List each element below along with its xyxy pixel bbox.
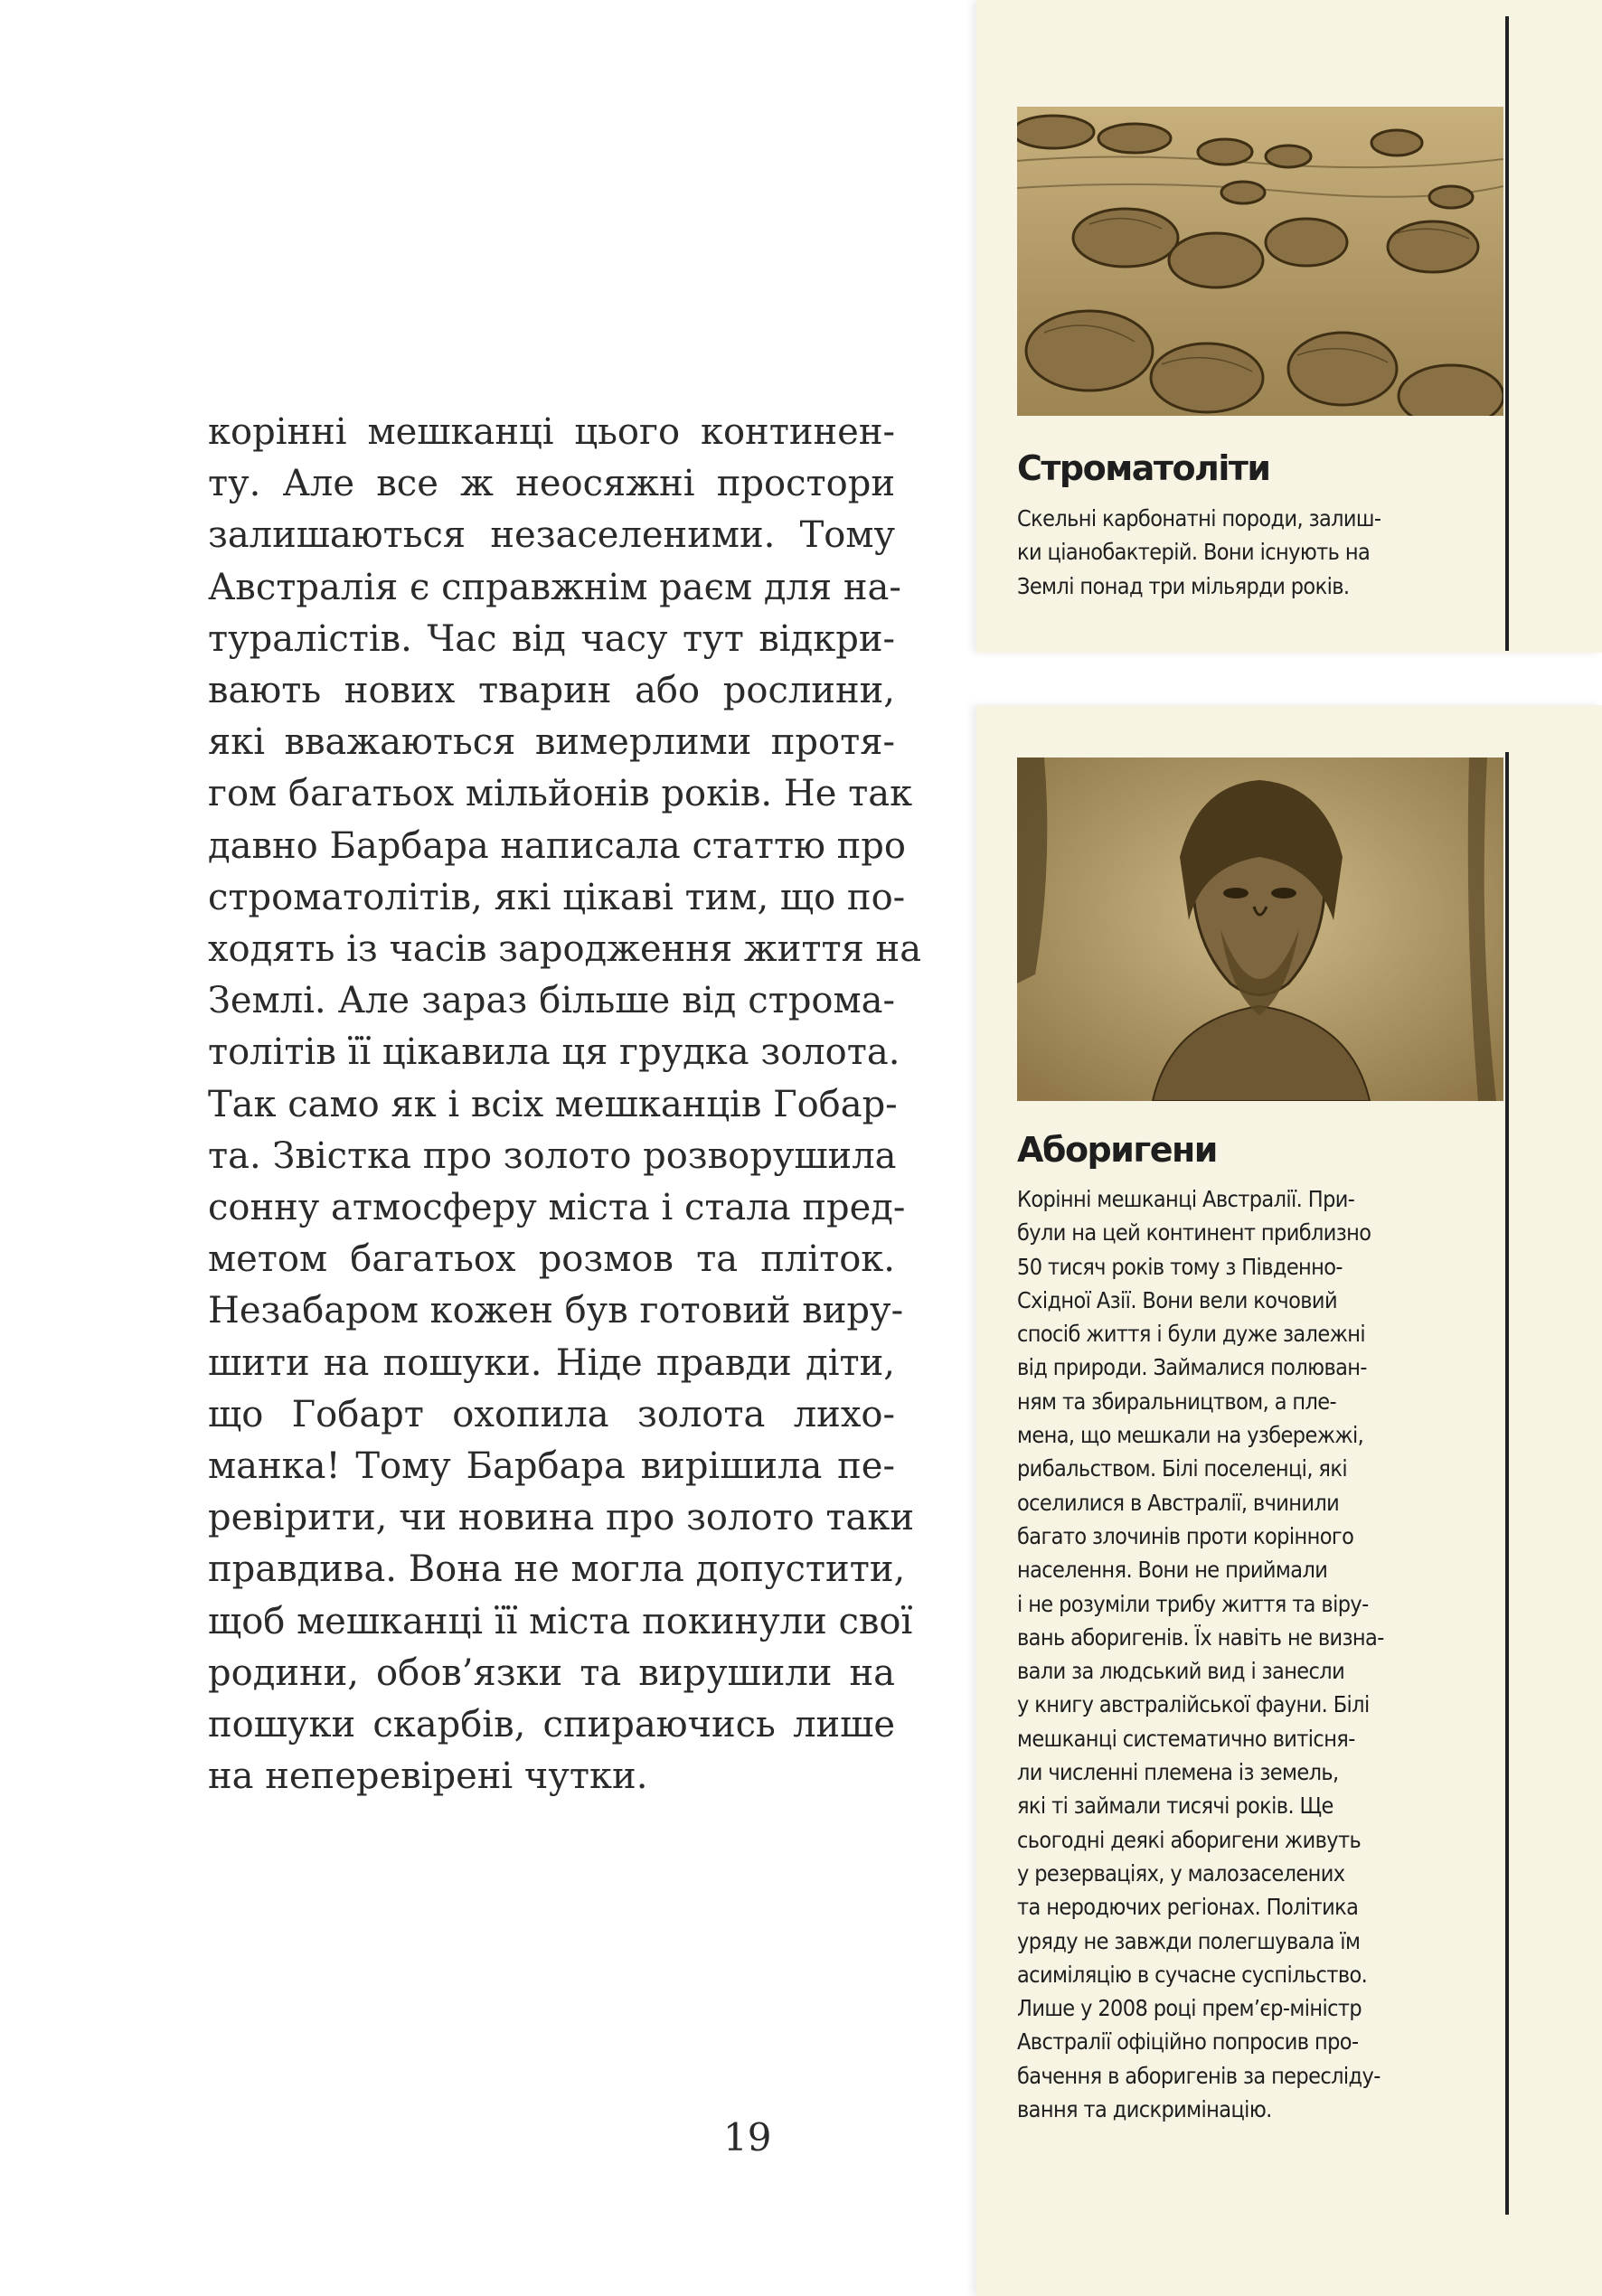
card-text-line: Скельні карбонатні породи, залиш- (1017, 505, 1381, 532)
card-text-line: мена, що мешкали на узбережжі, (1017, 1422, 1364, 1449)
main-text-line: ходять із часів зародження життя на (208, 928, 922, 971)
card-text-line: уряду не завжди полегшувала їм (1017, 1927, 1361, 1954)
stromatolites-text (1017, 502, 1496, 603)
card-text-line: Землі понад три мільярди років. (1017, 572, 1350, 599)
main-text-line: корінні мешканці цього континен- (208, 411, 895, 453)
main-text-line: ревірити, чи новина про золото таки (208, 1497, 915, 1539)
main-text-line: що Гобарт охопила золота лихо- (208, 1393, 895, 1435)
card-text-line: багато злочинів проти корінного (1017, 1522, 1354, 1549)
main-text-line: Так само як і всіх мешканців Гобар- (208, 1083, 898, 1125)
main-text-line: Землі. Але зараз більше від строма- (208, 980, 895, 1022)
main-text-line: строматолітів, які цікаві тим, що по- (208, 876, 906, 918)
main-text-line: толітів її цікавила ця грудка золота. (208, 1031, 900, 1074)
card-text-line: населення. Вони не приймали (1017, 1557, 1328, 1584)
main-text-line: сонну атмосферу міста і стала пред- (208, 1187, 906, 1229)
stromatolites-title: Строматоліти (1017, 448, 1270, 488)
card-text-line: оселилися в Австралії, вчинили (1017, 1489, 1340, 1516)
page-number: 19 (723, 2115, 772, 2160)
card-text-line: спосіб життя і були дуже залежні (1017, 1321, 1365, 1348)
main-text-line: манка! Тому Барбара вирішила пе- (208, 1445, 895, 1488)
card-text-line: вань аборигенів. Їх навіть не визна- (1017, 1623, 1384, 1651)
main-text-line: ту. Але все ж неосяжні простори (208, 463, 895, 505)
aborigines-title: Аборигени (1017, 1130, 1217, 1170)
main-text-line: щоб мешканці її міста покинули свої (208, 1600, 913, 1642)
main-text-line: шити на пошуки. Ніде правди діти, (208, 1341, 895, 1384)
stromatolites-image (1017, 107, 1503, 416)
card-text-line: ли численні племена із земель, (1017, 1759, 1339, 1786)
main-text-line: родини, обов’язки та вирушили на (208, 1651, 895, 1694)
stromatolites-card (976, 0, 1602, 653)
main-text-line: які вважаються вимерлими протя- (208, 721, 895, 764)
card-text-line: у книгу австралійської фауни. Білі (1017, 1691, 1370, 1718)
card-text-line: ням та збиральництвом, а пле- (1017, 1388, 1337, 1415)
main-text-line: залишаються незаселеними. Тому (208, 514, 895, 557)
aborigines-card (976, 705, 1602, 2296)
main-text-line: давно Барбара написала статтю про (208, 824, 906, 867)
main-text-line: Незабаром кожен був готовий виру- (208, 1290, 904, 1332)
card-text-line: Корінні мешканці Австралії. При- (1017, 1186, 1355, 1212)
main-text-line: та. Звістка про золото розворушила (208, 1134, 897, 1177)
card-text-line: та неродючих регіонах. Політика (1017, 1894, 1359, 1921)
card-text-line: ки ціанобактерій. Вони існують на (1017, 539, 1371, 566)
card-text-line: сьогодні деякі аборигени живуть (1017, 1826, 1362, 1853)
card-text-line: рибальством. Білі поселенці, які (1017, 1455, 1347, 1482)
card-text-line: Лише у 2008 році прем’єр-міністр (1017, 1995, 1362, 2022)
main-text-line: вають нових тварин або рослини, (208, 670, 895, 712)
card-divider (1505, 752, 1509, 2215)
aborigines-image (1017, 757, 1503, 1101)
main-text-line: пошуки скарбів, спираючись лише (208, 1704, 895, 1746)
main-text-line: правдива. Вона не могла допустити, (208, 1548, 906, 1591)
card-text-line: бачення в аборигенів за пересліду- (1017, 2062, 1381, 2089)
main-text-line: метом багатьох розмов та пліток. (208, 1238, 895, 1281)
main-text (208, 407, 922, 1802)
card-text-line: мешканці систематично витісня- (1017, 1725, 1355, 1752)
card-divider (1505, 16, 1509, 651)
main-text-line: туралістів. Час від часу тут відкри- (208, 617, 895, 660)
card-text-line: які ті займали тисячі років. Ще (1017, 1793, 1333, 1820)
card-text-line: вання та дискримінацію. (1017, 2096, 1272, 2123)
main-text-line: на неперевірені чутки. (208, 1755, 648, 1798)
card-text-line: у резерваціях, у малозаселених (1017, 1859, 1345, 1887)
card-text-line: асиміляцію в сучасне суспільство. (1017, 1961, 1368, 1988)
card-text-line: Австралії офіційно попросив про- (1017, 2028, 1359, 2056)
card-text-line: були на цей континент приблизно (1017, 1219, 1371, 1247)
card-text-line: вали за людський вид і занесли (1017, 1658, 1345, 1685)
card-text-line: Східної Азії. Вони вели кочовий (1017, 1286, 1337, 1313)
card-text-line: 50 тисяч років тому з Південно- (1017, 1253, 1343, 1280)
aborigines-text (1017, 1182, 1496, 2126)
card-text-line: і не розуміли трибу життя та віру- (1017, 1590, 1369, 1617)
main-text-line: гом багатьох мільйонів років. Не так (208, 773, 913, 815)
card-text-line: від природи. Займалися полюван- (1017, 1354, 1367, 1381)
main-text-line: Австралія є справжнім раєм для на- (208, 566, 901, 608)
